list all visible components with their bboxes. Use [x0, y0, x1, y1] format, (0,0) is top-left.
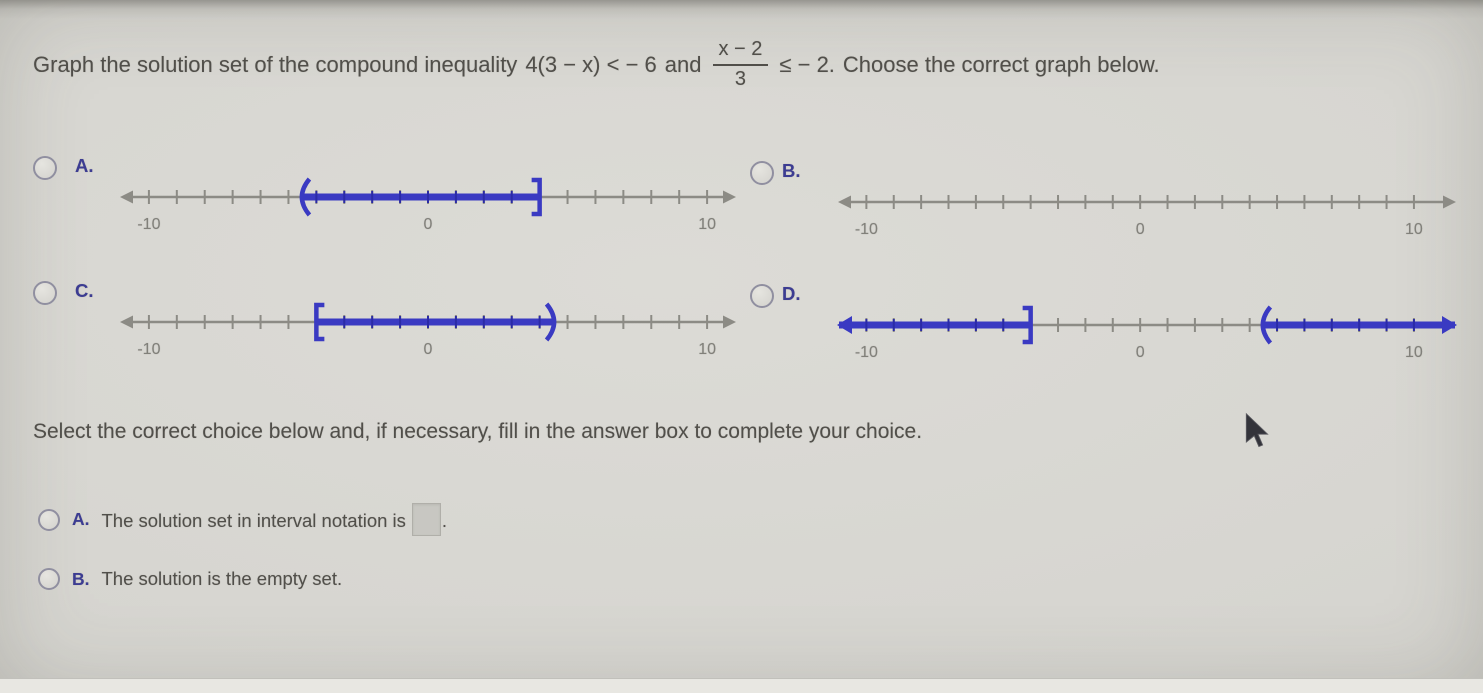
number-line-graph-c: [112, 292, 744, 368]
svg-text:0: 0: [423, 216, 433, 233]
question-prompt: [33, 38, 1160, 91]
fraction: [713, 38, 769, 91]
fraction-numerator: x − 2: [713, 38, 769, 66]
number-line-graph-a: [112, 167, 744, 243]
graph-option-a-radio[interactable]: [33, 156, 57, 180]
svg-text:10: 10: [698, 216, 716, 233]
interval-notation-answer-box[interactable]: [412, 503, 441, 536]
conjunction: and: [664, 51, 702, 77]
instruction-text: Select the correct choice below and, if necessary, fill in the answer box to complete your choice.: [33, 420, 923, 443]
answer-choice-a-period: .: [441, 510, 448, 531]
answer-choice-b-text: The solution is the empty set.: [101, 568, 343, 589]
graph-option-c-letter: C.: [75, 280, 94, 301]
svg-text:0: 0: [1135, 221, 1145, 238]
prompt-prefix: Graph the solution set of the compound inequality: [33, 51, 518, 77]
number-line-graph-b: [830, 172, 1464, 248]
answer-choice-a[interactable]: [38, 503, 447, 536]
graph-option-d-radio[interactable]: [750, 284, 774, 308]
inequality-1: 4(3 − x) < − 6: [525, 51, 657, 77]
graph-option-a-letter: A.: [75, 155, 94, 176]
svg-text:-10: -10: [854, 344, 878, 361]
answer-choice-a-radio[interactable]: [38, 509, 60, 531]
graph-option-d-letter: D.: [782, 283, 801, 304]
svg-text:-10: -10: [137, 216, 161, 233]
graph-option-c-radio[interactable]: [33, 281, 57, 305]
prompt-suffix: Choose the correct graph below.: [842, 51, 1160, 77]
svg-text:10: 10: [1405, 221, 1423, 238]
svg-text:0: 0: [423, 341, 433, 358]
graph-option-b-letter: B.: [782, 160, 801, 181]
fraction-denominator: 3: [734, 68, 747, 90]
graph-option-a[interactable]: [30, 150, 744, 254]
graph-option-b[interactable]: [744, 153, 1472, 257]
graph-option-d[interactable]: [744, 276, 1472, 380]
graph-option-b-radio[interactable]: [750, 161, 774, 185]
answer-choice-a-text: The solution set in interval notation is .: [102, 503, 448, 536]
number-line-graph-d: [830, 295, 1464, 371]
answer-choice-b-letter: B.: [72, 568, 90, 589]
answer-choice-b-radio[interactable]: [38, 568, 60, 590]
svg-text:10: 10: [1405, 344, 1423, 361]
graph-option-c[interactable]: [30, 275, 744, 379]
inequality-2-tail: ≤ − 2.: [779, 51, 835, 77]
svg-text:-10: -10: [854, 221, 878, 238]
mouse-cursor: [1242, 412, 1270, 456]
svg-text:10: 10: [698, 341, 716, 358]
bottom-strip: [0, 678, 1483, 693]
svg-text:-10: -10: [137, 341, 161, 358]
answer-choice-a-letter: A.: [72, 509, 90, 529]
svg-text:0: 0: [1135, 344, 1145, 361]
answer-choice-b[interactable]: [38, 568, 342, 590]
